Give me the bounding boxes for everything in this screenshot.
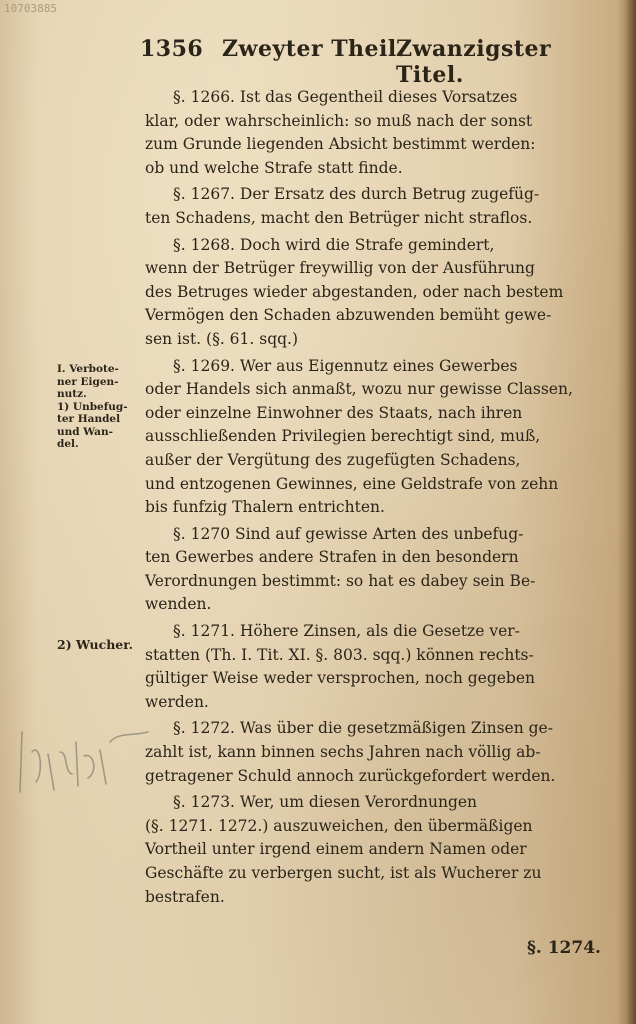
text-line: wenden. [145,595,212,614]
running-head [140,36,580,88]
text-line: §. 1269. Wer aus Eigennutz eines Gewerbes [173,356,518,375]
chapter-title: Zwanzigster Titel. [396,36,552,88]
text-line: sen ist. (§. 61. sqq.) [145,329,299,348]
text-line: wenn der Betrüger freywillig von der Ausführung [145,259,535,278]
margin-note-line: und Wan- [57,425,113,438]
text-line: ob und welche Strafe statt finde. [145,158,403,177]
text-line: ten Schadens, macht den Betrüger nicht straflos. [145,208,533,227]
body-text [145,86,607,912]
archive-id: 10703885 [4,2,57,15]
text-line: des Betruges wieder abgestanden, oder nach bestem [145,282,564,301]
text-line: §. 1267. Der Ersatz des durch Betrug zugefüg- [173,185,540,204]
text-line: zum Grunde liegenden Absicht bestimmt werden: [145,135,536,154]
text-line: §. 1266. Ist das Gegentheil dieses Vorsatzes [173,88,518,106]
part-title: Zweyter Theil. [222,36,405,62]
text-line: getragener Schuld annoch zurückgefordert werden. [145,766,556,785]
text-line: Vermögen den Schaden abzuwenden bemüht gewe- [145,306,552,325]
catchword: §. 1274. [527,938,601,958]
text-line: ten Gewerbes andere Strafen in den besondern [145,548,519,567]
text-line: §. 1272. Was über die gesetzmäßigen Zinsen ge- [173,719,553,738]
text-line: (§. 1271. 1272.) auszuweichen, den übermäßigen [145,816,533,835]
pencil-scribble-mark [14,712,154,812]
paragraph-1272 [145,717,607,788]
text-line: zahlt ist, kann binnen sechs Jahren nach völlig ab- [145,743,541,762]
text-line: Vortheil unter irgend einem andern Namen oder [145,840,527,859]
margin-note-line: del. [57,438,79,450]
page-number: 1356 [140,36,204,62]
paragraph-1268 [145,234,607,352]
paragraph-1267 [145,183,607,230]
margin-note-line: 1) Unbefug- [57,400,128,413]
text-line: außer der Vergütung des zugefügten Schadens, [145,450,521,469]
margin-note-wucher [57,639,143,652]
text-line: §. 1270 Sind auf gewisse Arten des unbefug- [173,524,524,543]
text-line: und entzogenen Gewinnes, eine Geldstrafe von zehn [145,474,559,493]
paragraph-1271 [145,620,607,714]
text-line: §. 1268. Doch wird die Strafe gemindert, [173,235,495,254]
margin-note-line: ner Eigen- [57,375,119,388]
text-line: gültiger Weise weder versprochen, noch gegeben [145,669,536,688]
text-line: oder einzelne Einwohner des Staats, nach ihren [145,403,523,422]
margin-note-line: I. Verbote- [57,363,119,375]
text-line: §. 1273. Wer, um diesen Verordnungen [173,793,478,812]
text-line: bis funfzig Thalern entrichten. [145,498,385,517]
text-line: Geschäfte zu verbergen sucht, ist als Wucherer zu [145,864,542,882]
text-line: klar, oder wahrscheinlich: so muß nach der sonst [145,111,533,130]
margin-note-line: nutz. [57,388,87,400]
paragraph-1270 [145,523,607,617]
paragraph-1269 [145,355,607,520]
margin-note-line: 2) Wucher. [57,637,134,652]
text-line: oder Handels sich anmaßt, wozu nur gewisse Classen, [145,380,573,399]
text-line: bestrafen. [145,887,225,906]
paragraph-1266 [145,86,607,180]
text-line: ausschließenden Privilegien berechtigt sind, muß, [145,427,541,446]
text-line: werden. [145,692,209,711]
margin-note-eigennutz [57,363,143,451]
paragraph-1273 [145,791,607,909]
text-line: statten (Th. I. Tit. XI. §. 803. sqq.) können rechts- [145,645,534,664]
text-line: Verordnungen bestimmt: so hat es dabey sein Be- [145,571,536,590]
text-line: §. 1271. Höhere Zinsen, als die Gesetze ver- [173,622,520,641]
margin-note-line: ter Handel [57,413,121,425]
